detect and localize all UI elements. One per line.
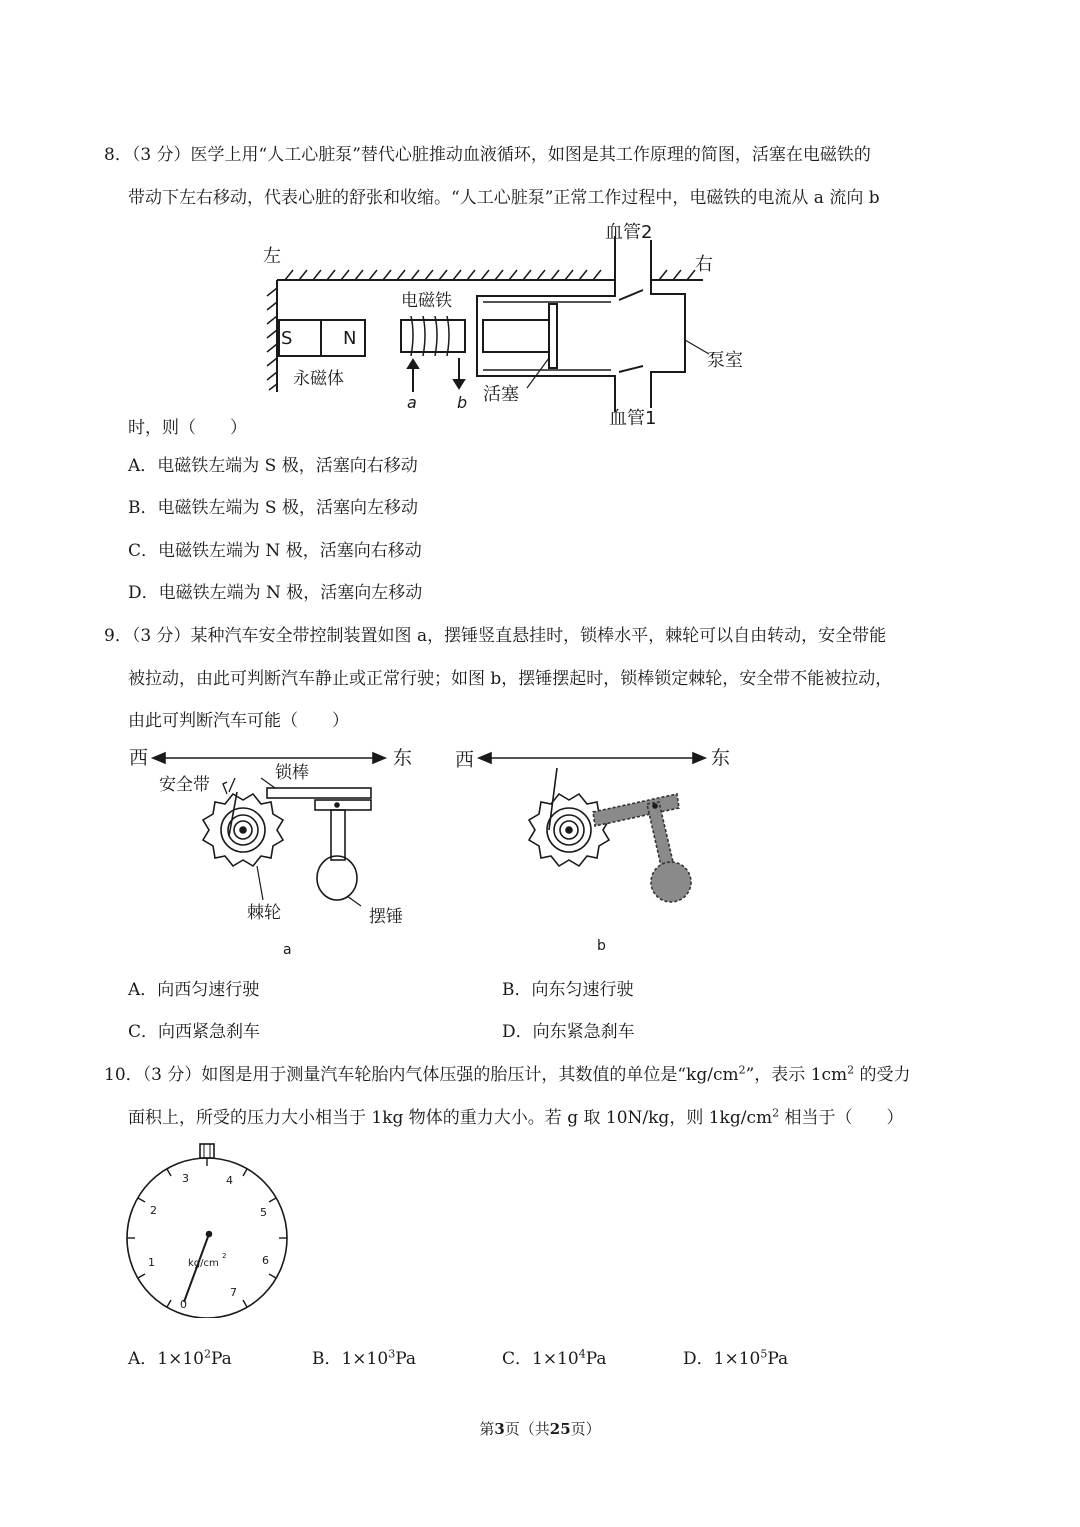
fig8-left-label: 左 xyxy=(263,246,281,267)
fig9a-lock-bar-label: 锁棒 xyxy=(275,763,309,783)
fig8-piston-label: 活塞 xyxy=(483,384,519,405)
q8-option-c: C．电磁铁左端为 N 极，活塞向右移动 xyxy=(128,541,422,561)
q10-stem-line-2 xyxy=(128,1103,904,1128)
fig9a-caption: a xyxy=(283,942,292,958)
q10-option-a-pre: A．1×10 xyxy=(128,1349,204,1369)
q9-option-b: B．向东匀速行驶 xyxy=(502,980,634,1000)
fig8-pole-s-label: S xyxy=(281,328,293,349)
fig9a-pendulum-label: 摆锤 xyxy=(369,907,403,927)
footer-mid: 页（共 xyxy=(504,1420,550,1438)
footer-post: 页） xyxy=(570,1420,601,1438)
q10-stem-line-2-post: 相当于（ ） xyxy=(779,1108,904,1128)
fig9a-ratchet-label: 棘轮 xyxy=(247,903,281,923)
q10-option-b-sup: 3 xyxy=(388,1347,396,1361)
fig9b-drawing xyxy=(479,753,705,902)
fig8-vessel2-label: 血管2 xyxy=(605,222,653,243)
fig9a-east-label: 东 xyxy=(393,747,413,769)
q9-stem-line-3: 由此可判断汽车可能（ ） xyxy=(128,711,349,731)
fig9a-seatbelt-label: 安全带 xyxy=(159,775,210,795)
q8-option-b: B．电磁铁左端为 S 极，活塞向左移动 xyxy=(128,498,418,518)
q8-stem-line-1: 8．（3 分）医学上用“人工心脏泵”替代心脏推动血液循环，如图是其工作原理的简图，活塞在电磁铁的 xyxy=(104,145,871,165)
q10-option-d-sup: 5 xyxy=(760,1347,768,1361)
fig9b-west-label: 西 xyxy=(455,749,475,771)
gauge-pivot xyxy=(207,1232,212,1237)
q10-stem-line-1-pre: 10．（3 分）如图是用于测量汽车轮胎内气体压强的胎压计，其数值的单位是“kg/cm xyxy=(104,1065,739,1085)
page-footer xyxy=(0,1418,1080,1439)
q8-option-d: D．电磁铁左端为 N 极，活塞向左移动 xyxy=(128,583,423,603)
gauge-unit: kg/cm xyxy=(188,1258,219,1269)
gauge-tick-labels xyxy=(148,1172,269,1311)
fig8-pump-room-label: 泵室 xyxy=(707,350,743,371)
fig8-pole-n-label: N xyxy=(343,328,357,349)
fig8-b-label: b xyxy=(457,393,468,412)
q10-option-c-pre: C．1×10 xyxy=(502,1349,579,1369)
footer-page-number: 3 xyxy=(494,1420,505,1438)
q9-option-c: C．向西紧急刹车 xyxy=(128,1022,261,1042)
footer-total-pages: 25 xyxy=(549,1420,571,1438)
q9-option-a: A．向西匀速行驶 xyxy=(128,980,260,1000)
fig9b-caption: b xyxy=(597,938,606,954)
gauge-tick-4: 4 xyxy=(226,1174,233,1187)
q9-stem-line-2: 被拉动，由此可判断汽车静止或正常行驶；如图 b，摆锤摆起时，锁棒锁定棘轮，安全带不能被拉动， xyxy=(128,669,893,689)
q8-option-a: A．电磁铁左端为 S 极，活塞向右移动 xyxy=(128,456,418,476)
gauge-tick-5: 5 xyxy=(260,1206,267,1219)
q10-option-b-post: Pa xyxy=(395,1349,416,1369)
q10-option-a xyxy=(128,1344,232,1369)
q8-stem-line-2: 带动下左右移动，代表心脏的舒张和收缩。“人工心脏泵”正常工作过程中，电磁铁的电流从 a 流向 b xyxy=(128,188,880,208)
gauge-tick-7: 7 xyxy=(230,1286,237,1299)
q10-option-c-sup: 4 xyxy=(578,1347,586,1361)
q10-stem-line-1-post: 的受力 xyxy=(854,1065,911,1085)
fig8-permanent-magnet-label: 永磁体 xyxy=(293,369,344,389)
q10-option-a-sup: 2 xyxy=(203,1347,211,1361)
fig9a-west-label: 西 xyxy=(129,747,149,769)
gauge-tick-6: 6 xyxy=(262,1254,269,1267)
fig8-vessel1-label: 血管1 xyxy=(609,408,657,429)
q10-stem-line-2-pre: 面积上，所受的压力大小相当于 1kg 物体的重力大小。若 g 取 10N/kg，则 1kg/cm xyxy=(128,1108,773,1128)
q10-stem-line-1-sup1: 2 xyxy=(738,1063,746,1077)
q8-heart-pump-figure xyxy=(255,216,755,436)
q10-stem-line-1 xyxy=(104,1060,911,1085)
q10-stem-line-1-sup2: 2 xyxy=(847,1063,855,1077)
q10-option-a-post: Pa xyxy=(210,1349,232,1369)
gauge-unit-sup: 2 xyxy=(222,1252,227,1260)
fig8-a-label: a xyxy=(407,393,417,412)
q10-option-c xyxy=(502,1344,607,1369)
footer-pre: 第 xyxy=(479,1420,495,1438)
q10-option-d xyxy=(683,1344,788,1369)
gauge-body xyxy=(127,1144,287,1318)
q10-option-d-post: Pa xyxy=(767,1349,789,1369)
fig8-electromagnet-label: 电磁铁 xyxy=(401,291,452,311)
q10-stem-line-2-sup: 2 xyxy=(772,1106,780,1120)
gauge-tick-2: 2 xyxy=(150,1204,157,1217)
q10-option-c-post: Pa xyxy=(585,1349,607,1369)
q9-stem-line-1: 9．（3 分）某种汽车安全带控制装置如图 a，摆锤竖直悬挂时，锁棒水平，棘轮可以自由转动，安全带能 xyxy=(104,626,887,646)
q10-option-b xyxy=(312,1344,416,1369)
q9-seatbelt-figure xyxy=(125,738,745,960)
fig9b-east-label: 东 xyxy=(711,747,731,769)
q10-tire-gauge xyxy=(124,1140,294,1318)
q8-stem-line-3: 时，则（ ） xyxy=(128,418,247,438)
gauge-tick-1: 1 xyxy=(148,1256,155,1269)
q10-stem-line-1-mid: ”，表示 1cm xyxy=(745,1065,848,1085)
q10-option-b-pre: B．1×10 xyxy=(312,1349,389,1369)
q9-option-d: D．向东紧急刹车 xyxy=(502,1022,635,1042)
q10-option-d-pre: D．1×10 xyxy=(683,1349,761,1369)
gauge-tick-3: 3 xyxy=(182,1172,189,1185)
gauge-tick-0: 0 xyxy=(180,1298,187,1311)
fig8-right-label: 右 xyxy=(695,254,713,275)
